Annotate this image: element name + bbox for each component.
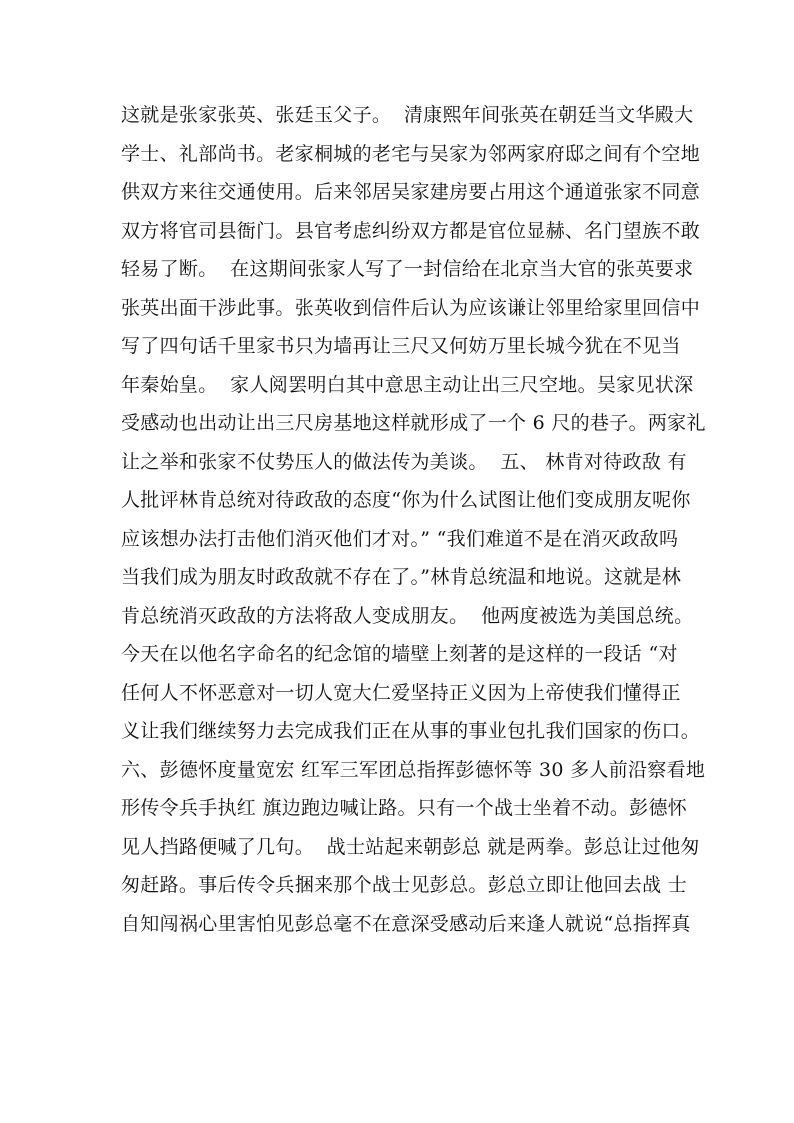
text-line: 肯总统消灭政敌的方法将敌人变成朋友。 他两度被选为美国总统。 [121,604,694,627]
text-line: 应该想办法打击他们消灭他们才对。” “我们难道不是在消灭政敌吗 [121,527,679,550]
text-line: 匆赶路。事后传令兵捆来那个战士见彭总。彭总立即让他回去战 士 [121,874,688,896]
text-line: 六、彭德怀度量宽宏 红军三军团总指挥彭德怀等 30 多人前沿察看地 [121,758,706,781]
body-text [121,96,706,943]
text-line: 学士、礼部尚书。老家桐城的老宅与吴家为邻两家府邸之间有个空地 [121,142,701,165]
text-line: 轻易了断。 在这期间张家人写了一封信给在北京当大官的张英要求 [121,258,694,280]
text-line: 人批评林肯总统对待政敌的态度“你为什么试图让他们变成朋友呢你 [121,489,691,511]
text-line: 当我们成为朋友时政敌就不存在了。”林肯总统温和地说。这就是林 [121,566,682,588]
text-line: 年秦始皇。 家人阅罢明白其中意思主动让出三尺空地。吴家见状深 [121,373,694,396]
text-line: 形传令兵手执红 旗边跑边喊让路。只有一个战士坐着不动。彭德怀 [121,797,688,819]
text-line: 今天在以他名字命名的纪念馆的墙壁上刻著的是这样的一段话 “对 [121,643,678,665]
text-line: 这就是张家张英、张廷玉父子。 清康熙年间张英在朝廷当文华殿大 [121,104,694,126]
text-line: 张英出面干涉此事。张英收到信件后认为应该谦让邻里给家里回信中 [121,296,701,319]
text-line: 自知闯祸心里害怕见彭总毫不在意深受感动后来逢人就说“总指挥真 [121,912,691,935]
text-line: 双方将官司县衙门。县官考虑纠纷双方都是官位显赫、名门望族不敢 [121,219,701,242]
text-line: 让之举和张家不仗势压人的做法传为美谈。 五、 林肯对待政敌 有 [121,450,687,473]
text-line: 供双方来往交通使用。后来邻居吴家建房要占用这个通道张家不同意 [121,181,701,203]
text-line: 受感动也出动让出三尺房基地这样就形成了一个 6 尺的巷子。两家礼 [121,412,706,434]
text-line: 任何人不怀恶意对一切人宽大仁爱坚持正义因为上帝使我们懂得正 [121,681,681,704]
text-line: 见人挡路便喊了几句。 战士站起来朝彭总 就是两拳。彭总让过他匆 [121,835,700,858]
text-line: 义让我们继续努力去完成我们正在从事的事业包扎我们国家的伤口。 [121,720,701,742]
text-line: 写了四句话千里家书只为墙再让三尺又何妨万里长城今犹在不见当 [121,335,681,357]
